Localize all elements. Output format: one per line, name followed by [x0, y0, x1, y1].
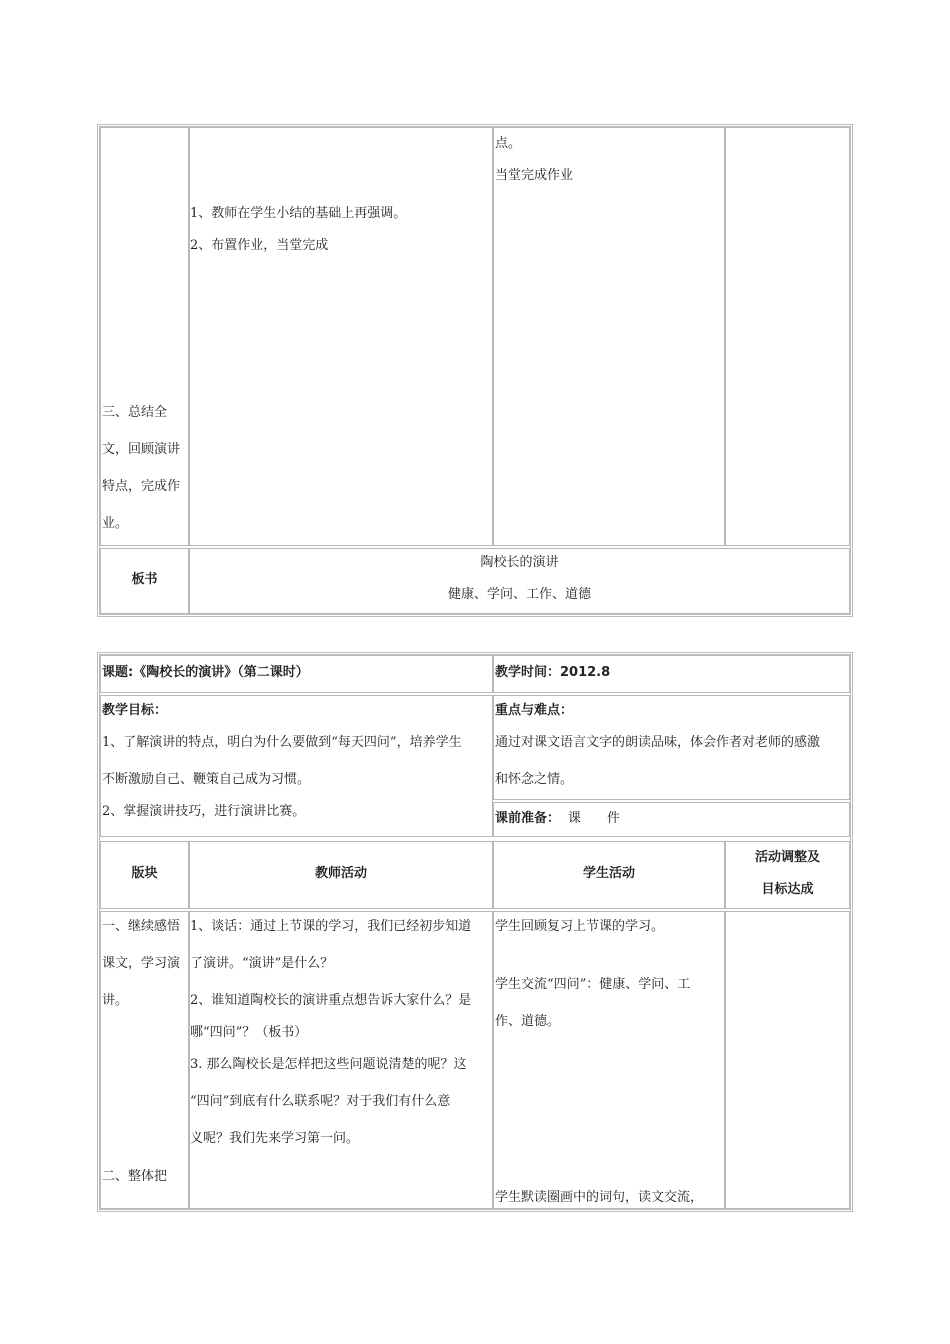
header-text: 目标达成 — [761, 882, 814, 897]
student-activity-cell — [493, 127, 725, 546]
goal-line: 2、掌握演讲技巧，进行演讲比赛。 — [102, 804, 306, 819]
header-student — [493, 841, 725, 909]
cell-text: 学生默读圈画中的词句，读文交流， — [495, 1190, 704, 1205]
cell-text: 三、总结全 — [102, 405, 168, 420]
header-text: 活动调整及 — [754, 850, 820, 865]
board-label: 板书 — [131, 572, 158, 587]
cell-text: 课文，学习演 — [102, 956, 181, 971]
cell-text: 义呢？我们先来学习第一问。 — [190, 1131, 360, 1146]
section-cell — [100, 911, 189, 1209]
adjustment-cell — [725, 911, 850, 1209]
cell-text: 2、谁知道陶校长的演讲重点想告诉大家什么？是 — [190, 993, 472, 1008]
time-cell — [493, 655, 850, 693]
cell-text: 1、教师在学生小结的基础上再强调。 — [190, 206, 407, 221]
cell-text: 了演讲。“演讲”是什么？ — [190, 956, 334, 971]
goal-line: 不断激励自己、鞭策自己成为习惯。 — [102, 772, 311, 787]
cell-text: 点。 — [495, 136, 522, 151]
board-title: 陶校长的演讲 — [480, 555, 559, 570]
key-point-line: 和怀念之情。 — [495, 772, 574, 787]
cell-text: 作、道德。 — [495, 1014, 561, 1029]
section-cell — [100, 127, 189, 546]
key-point-line: 通过对课文语言文字的朗读品味，体会作者对老师的感激 — [495, 735, 821, 750]
cell-text: 学生回顾复习上节课的学习。 — [495, 919, 665, 934]
cell-text: 讲。 — [102, 993, 129, 1008]
cell-text: 3. 那么陶校长是怎样把这些问题说清楚的呢？这 — [190, 1057, 467, 1072]
lesson-time: 教学时间：2012.8 — [495, 665, 611, 680]
header-text: 教师活动 — [314, 866, 367, 881]
goals-cell — [100, 695, 493, 837]
board-content-cell — [189, 548, 850, 614]
cell-text: 当堂完成作业 — [495, 168, 574, 183]
header-text: 学生活动 — [582, 866, 635, 881]
cell-text: 一、继续感悟 — [102, 919, 181, 934]
prep-label: 课前准备： — [495, 811, 561, 826]
lesson-plan-table — [97, 652, 853, 1212]
header-text: 版块 — [131, 866, 158, 881]
key-points-cell — [493, 695, 850, 800]
adjustment-cell — [725, 127, 850, 546]
cell-text: 特点，完成作 — [102, 479, 181, 494]
cell-text: “四问”到底有什么联系呢？对于我们有什么意 — [190, 1094, 451, 1109]
cell-text: 2、布置作业，当堂完成 — [190, 238, 329, 253]
goals-label: 教学目标： — [102, 703, 168, 718]
prep-cell — [493, 802, 850, 837]
prep-value: 课 件 — [568, 811, 621, 826]
header-section — [100, 841, 189, 909]
board-line: 健康、学问、工作、道德 — [447, 587, 591, 602]
header-teacher — [189, 841, 493, 909]
goal-line: 1、了解演讲的特点，明白为什么要做到“每天四问”，培养学生 — [102, 735, 462, 750]
teacher-activity-cell — [189, 127, 493, 546]
cell-text: 哪“四问”？（板书） — [190, 1025, 308, 1040]
teacher-activity-cell — [189, 911, 493, 1209]
cell-text: 1、谈话：通过上节课的学习，我们已经初步知道 — [190, 919, 472, 934]
student-activity-cell — [493, 911, 725, 1209]
board-label-cell — [100, 548, 189, 614]
cell-text: 文，回顾演讲 — [102, 442, 181, 457]
lesson-topic: 课题:《陶校长的演讲》（第二课时） — [102, 665, 309, 680]
cell-text: 二、整体把 — [102, 1169, 168, 1184]
lesson-table-continued — [97, 124, 853, 617]
cell-text: 学生交流“四问”：健康、学问、工 — [495, 977, 691, 992]
topic-cell — [100, 655, 493, 693]
header-adjustment — [725, 841, 850, 909]
cell-text: 业。 — [102, 516, 129, 531]
key-points-label: 重点与难点： — [495, 703, 574, 718]
